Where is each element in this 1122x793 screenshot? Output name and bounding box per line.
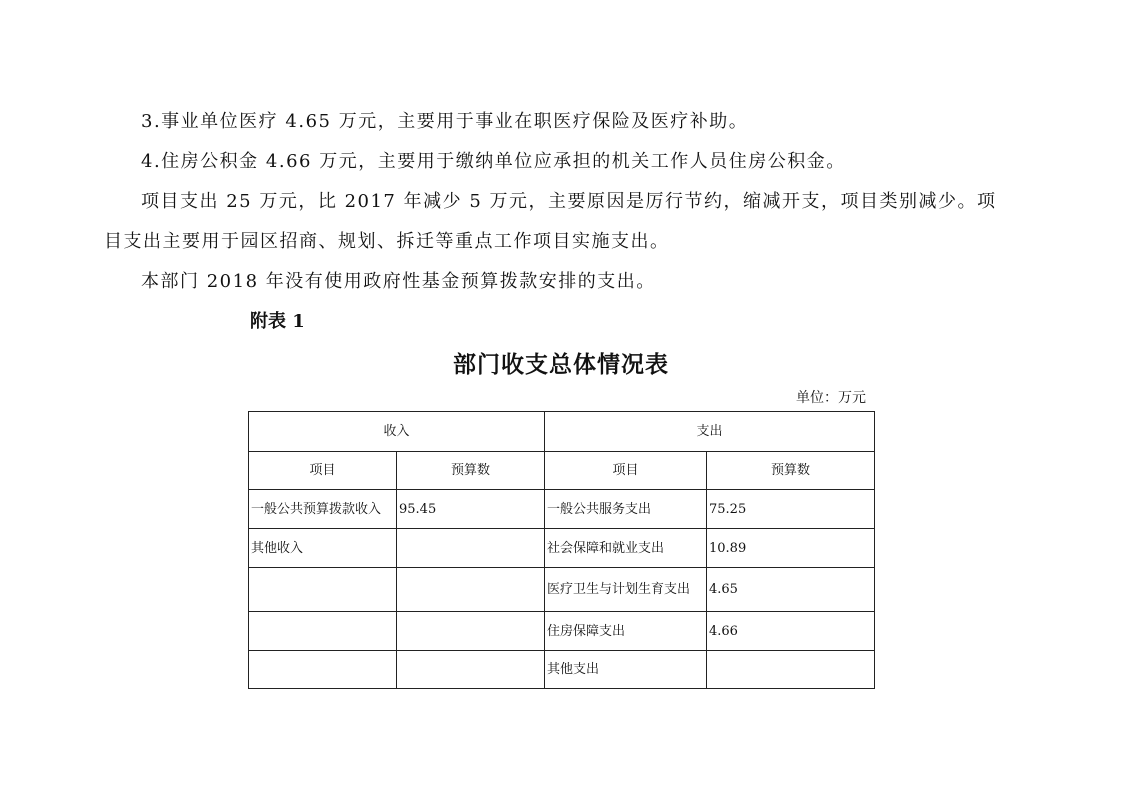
expense-budget-cell: 4.65 — [707, 568, 875, 612]
expense-budget-cell: 4.66 — [707, 612, 875, 651]
paragraph-3-continued: 目支出主要用于园区招商、规划、拆迁等重点工作项目实施支出。 — [104, 231, 670, 252]
expense-item-cell: 医疗卫生与计划生育支出 — [545, 568, 707, 612]
paragraph-1: 3.事业单位医疗 4.65 万元，主要用于事业在职医疗保险及医疗补助。 — [141, 111, 749, 132]
income-budget-cell — [397, 568, 545, 612]
income-item-cell: 其他收入 — [249, 529, 397, 568]
table-group-header-row — [249, 412, 875, 452]
income-budget-cell: 95.45 — [397, 490, 545, 529]
expense-budget-cell: 10.89 — [707, 529, 875, 568]
expense-item-cell: 住房保障支出 — [545, 612, 707, 651]
paragraph-3: 项目支出 25 万元，比 2017 年减少 5 万元，主要原因是厉行节约，缩减开支，项目类别减少。项 — [141, 191, 997, 212]
income-item-cell — [249, 568, 397, 612]
expense-item-cell: 其他支出 — [545, 651, 707, 689]
expense-item-cell: 一般公共服务支出 — [545, 490, 707, 529]
unit-label: 单位：万元 — [796, 390, 866, 406]
table-row — [249, 490, 875, 529]
income-budget-cell — [397, 529, 545, 568]
table-row — [249, 651, 875, 689]
paragraph-4: 本部门 2018 年没有使用政府性基金预算拨款安排的支出。 — [141, 271, 656, 292]
income-item-cell — [249, 612, 397, 651]
budget-table — [248, 411, 875, 689]
expense-budget-header: 预算数 — [707, 452, 875, 490]
expense-header: 支出 — [545, 412, 875, 452]
income-budget-header: 预算数 — [397, 452, 545, 490]
income-item-cell: 一般公共预算拨款收入 — [249, 490, 397, 529]
expense-item-header: 项目 — [545, 452, 707, 490]
table-sub-header-row — [249, 452, 875, 490]
expense-item-cell: 社会保障和就业支出 — [545, 529, 707, 568]
table-title: 部门收支总体情况表 — [453, 351, 669, 378]
table-row — [249, 612, 875, 651]
expense-budget-cell — [707, 651, 875, 689]
income-budget-cell — [397, 612, 545, 651]
table-row — [249, 568, 875, 612]
appendix-label: 附表 1 — [250, 311, 305, 332]
paragraph-2: 4.住房公积金 4.66 万元，主要用于缴纳单位应承担的机关工作人员住房公积金。 — [141, 151, 846, 172]
income-header: 收入 — [249, 412, 545, 452]
table-row — [249, 529, 875, 568]
expense-budget-cell: 75.25 — [707, 490, 875, 529]
income-item-cell — [249, 651, 397, 689]
income-budget-cell — [397, 651, 545, 689]
income-item-header: 项目 — [249, 452, 397, 490]
